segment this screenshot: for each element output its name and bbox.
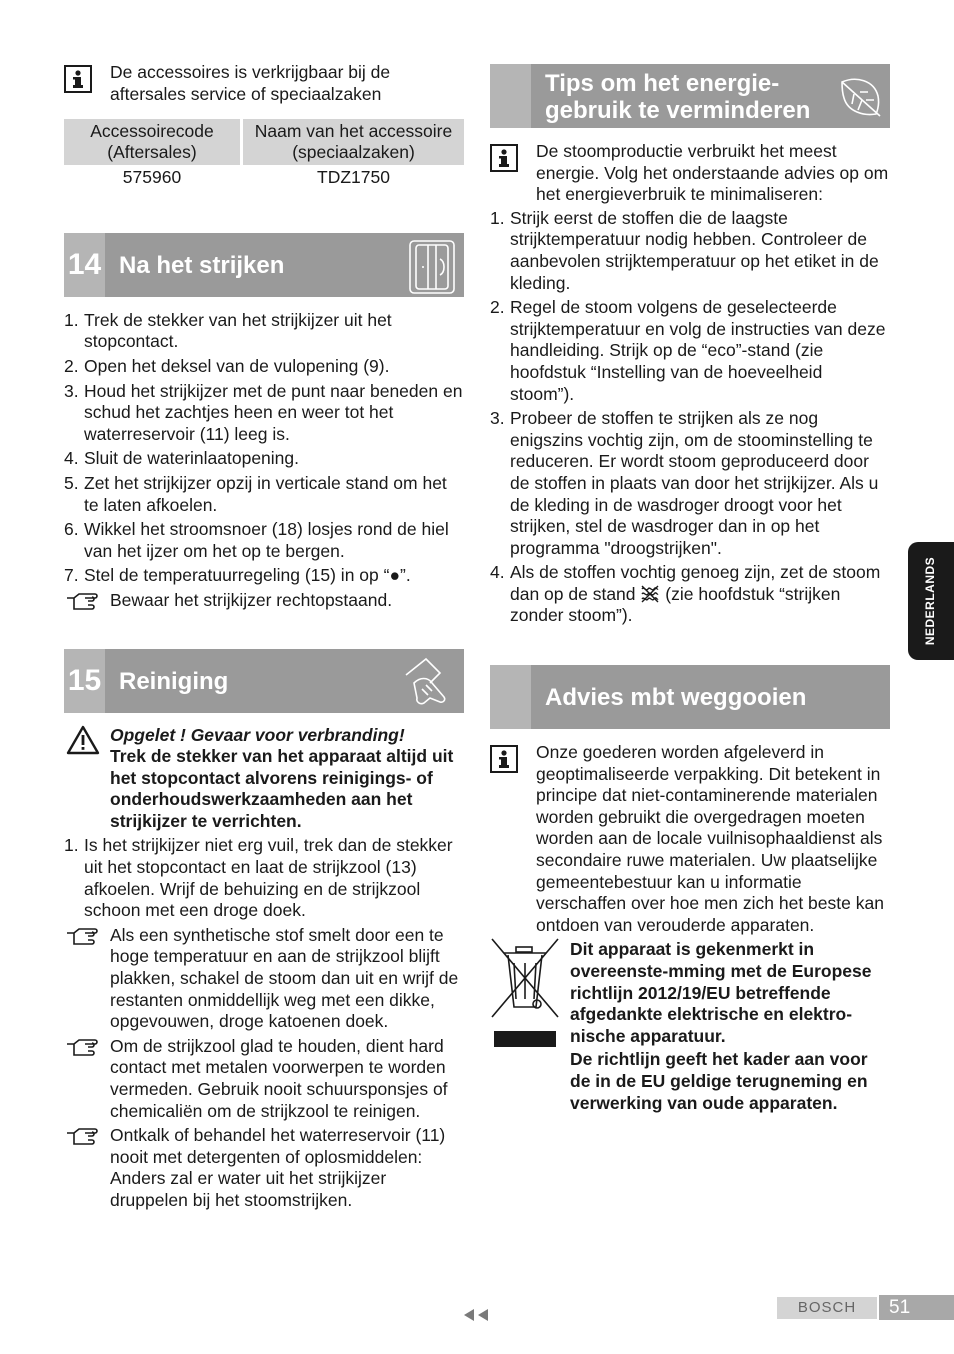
table-cell-code: 575960: [122, 167, 182, 188]
table-header-row: [64, 119, 464, 165]
energy-section-title: Tips om het energie- gebruik te verminderen: [545, 70, 811, 124]
energy-intro-note: De stoomproductie verbruikt het meest energie. Volg het onderstaande advies op om het energieverbruik te minimaliseren:: [490, 141, 890, 206]
back-nav-icon[interactable]: [462, 1307, 492, 1329]
crossed-bin-icon: [490, 937, 560, 1055]
list-item: 3. Probeer de stoffen te strijken als ze nog enigszins vochtig zijn, om de stoominstelling te reduceren. Er wordt stoom geproduceerd door de stoffen in plaats van door het strijkijzer. Als u de kleding in de wasdroger droogt voor het strijken, stel de wasdroger dan in op het programma "droogstrijken".: [490, 408, 879, 558]
tip-smooth-soleplate: Om de strijkzool glad te houden, dient hard contact met metalen voorwerpen te worden vermeden. Gebruik nooit schuursponsjes of chemicaliën om de strijkzool te reinigen.: [64, 1036, 464, 1122]
warning-title: Opgelet ! Gevaar voor verbranding!: [110, 724, 405, 745]
pointing-hand-icon: [66, 928, 100, 952]
accessories-note-text: De accessoires is verkrijgbaar bij de aftersales service of speciaalzaken: [110, 62, 391, 104]
list-item: 1. Is het strijkijzer niet erg vuil, trek dan de stekker uit het stopcontact en laat de strijkzool (13) afkoelen. Wrijf de behuizing en de strijkzool schoon met een droge doek.: [64, 835, 453, 921]
list-item: 2. Regel de stoom volgens de geselecteerde strijktemperatuur en volg de instructies van deze handleiding. Strijk op de “eco”-stand (zie hoofdstuk “Instelling van de hoeveelheid stoom”).: [490, 297, 886, 404]
list-item: 4. Als de stoffen vochtig genoeg zijn, zet de stoom dan op de stand (zie hoofdstuk “strijken zonder stoom”).: [490, 562, 881, 626]
list-item: 1. Strijk eerst de stoffen die de laagste strijktemperatuur nodig hebben. Controleer de aanbevolen strijktemperatuur op het etiket in de kleding.: [490, 207, 879, 293]
language-tab: [908, 542, 954, 660]
pointing-hand-icon: [66, 1039, 100, 1063]
section-15-header: [64, 649, 464, 713]
section-15-title: Reiniging: [119, 667, 229, 695]
right-column: [490, 64, 890, 1114]
no-steam-icon: [640, 585, 660, 603]
footer-brand: BOSCH: [777, 1297, 877, 1319]
list-item: 2. Open het deksel van de vulopening (9).: [64, 355, 390, 376]
list-item: 5. Zet het strijkijzer opzij in verticale stand om het te laten afkoelen.: [64, 472, 447, 515]
disposal-section-num-block: [490, 665, 531, 729]
accessories-table: [61, 119, 467, 191]
page-number: 51: [879, 1295, 954, 1320]
pointing-hand-icon: [66, 1128, 100, 1152]
tip-store-upright: Bewaar het strijkijzer rechtopstaand.: [64, 590, 464, 612]
table-header-name: Naam van het accessoire (speciaalzaken): [243, 119, 464, 165]
section-14-header: [64, 233, 464, 297]
language-tab-label: NEDERLANDS: [923, 556, 938, 646]
info-icon: [490, 745, 518, 773]
weee-text-2: De richtlijn geeft het kader aan voor de in de EU geldige terugneming en verwerking van oude apparaten.: [570, 1049, 868, 1113]
cleaning-hand-icon: [400, 653, 456, 715]
disposal-intro-note: Onze goederen worden afgeleverd in geoptimaliseerde verpakking. Dit betekent in principe dat niet-contaminerende materialen worden gebruikt die overgedragen moeten worden aan de locale vuilnisophaaldienst als secondaire ruwe materialen. Uw plaatselijke gemeentebestuur kan u informatie verschaffen over hoe men zich het beste kan ontdoen van verouderde apparaten.: [490, 742, 890, 936]
list-item: 7. Stel de temperatuurregeling (15) in op “●”.: [64, 565, 411, 586]
weee-block: [490, 939, 890, 1114]
info-icon: [490, 144, 518, 172]
leaf-icon: [836, 72, 884, 126]
warning-triangle-icon: [66, 725, 100, 761]
tip-descale: Ontkalk of behandel het waterreservoir (11) nooit met detergenten of oplosmiddelen: Anders zal er water uit het strijkijzer druppelen bij het stoomstrijken.: [64, 1125, 464, 1211]
table-cell-name: TDZ1750: [317, 167, 390, 188]
list-item: 1. Trek de stekker van het strijkijzer uit het stopcontact.: [64, 309, 392, 352]
info-note-accessories: [64, 62, 464, 105]
tip-melted-fabric: Als een synthetische stof smelt door een te hoge temperatuur en aan de strijkzool blijft plakken, schakel de stoom dan uit en wrijf de restanten onmiddellijk weg met een dikke, opgevouwen, droge katoenen doek.: [64, 925, 464, 1033]
energy-section-header: [490, 64, 890, 128]
warning-text: Trek de stekker van het apparaat altijd uit het stopcontact alvorens reinigings- of onderhoudswerkzaamheden aan het strijkijzer te verrichten.: [110, 746, 454, 831]
table-row: [64, 165, 464, 191]
energy-steps: [490, 208, 890, 627]
iron-upright-icon: [406, 237, 460, 301]
energy-section-num-block: [490, 64, 531, 128]
info-icon: [64, 65, 92, 93]
pointing-hand-icon: [66, 593, 100, 617]
left-column: [64, 60, 464, 1212]
list-item: 6. Wikkel het stroomsnoer (18) losjes rond de hiel van het ijzer om het op te bergen.: [64, 519, 449, 561]
section-15-steps: [64, 835, 464, 921]
weee-text-1: Dit apparaat is gekenmerkt in overeenste-mming met de Europese richtlijn 2012/19/EU betreffende afgedankte elektrische en elektro- nische apparatuur.: [570, 939, 872, 1046]
table-header-code: Accessoirecode (Aftersales): [64, 119, 240, 165]
section-14-title: Na het strijken: [119, 251, 285, 279]
disposal-section-header: [490, 665, 890, 729]
list-item: 3. Houd het strijkijzer met de punt naar beneden en schud het zachtjes heen en weer tot het waterreservoir (11) leeg is.: [64, 380, 463, 444]
burn-warning: [64, 725, 464, 833]
section-14-steps: [64, 310, 464, 587]
section-15-number: 15: [64, 649, 105, 713]
section-14-number: 14: [64, 233, 105, 297]
list-item: 4. Sluit de waterinlaatopening.: [64, 448, 300, 469]
disposal-section-title: Advies mbt weggooien: [545, 684, 807, 712]
